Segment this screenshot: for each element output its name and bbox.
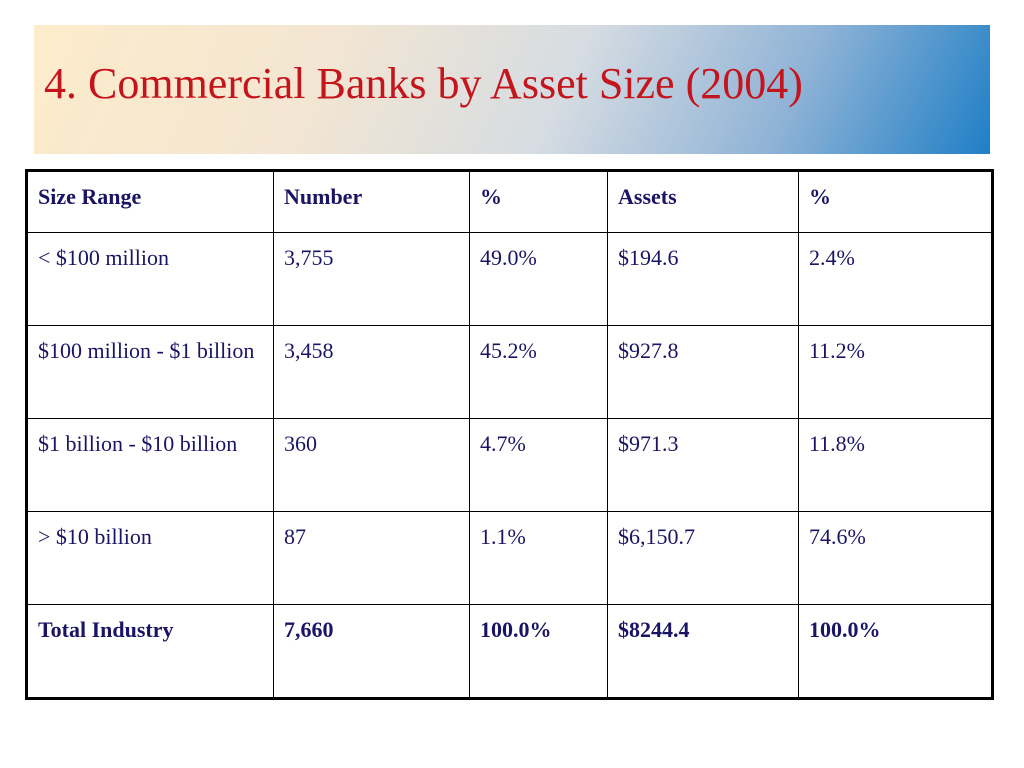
cell-number: 87: [274, 512, 470, 605]
cell-size-range: $100 million - $1 billion: [27, 326, 274, 419]
table-row: [27, 419, 993, 512]
header-number-percent: %: [470, 171, 608, 233]
cell-number-percent: 1.1%: [470, 512, 608, 605]
cell-size-range: < $100 million: [27, 233, 274, 326]
cell-assets: $6,150.7: [608, 512, 799, 605]
table-total-row: [27, 605, 993, 699]
table-row: [27, 326, 993, 419]
cell-number: 3,755: [274, 233, 470, 326]
cell-assets: $8244.4: [608, 605, 799, 699]
header-size-range: Size Range: [27, 171, 274, 233]
cell-size-range: Total Industry: [27, 605, 274, 699]
bank-asset-size-table: [25, 169, 994, 700]
cell-size-range: > $10 billion: [27, 512, 274, 605]
cell-assets-percent: 11.2%: [799, 326, 993, 419]
cell-assets-percent: 100.0%: [799, 605, 993, 699]
cell-number-percent: 45.2%: [470, 326, 608, 419]
cell-number: 3,458: [274, 326, 470, 419]
header-assets-percent: %: [799, 171, 993, 233]
cell-number-percent: 100.0%: [470, 605, 608, 699]
slide-title: 4. Commercial Banks by Asset Size (2004): [44, 59, 803, 108]
cell-number: 360: [274, 419, 470, 512]
cell-assets: $927.8: [608, 326, 799, 419]
cell-number-percent: 4.7%: [470, 419, 608, 512]
table-row: [27, 233, 993, 326]
table-header-row: [27, 171, 993, 233]
cell-assets-percent: 11.8%: [799, 419, 993, 512]
cell-assets: $194.6: [608, 233, 799, 326]
cell-number-percent: 49.0%: [470, 233, 608, 326]
cell-assets-percent: 2.4%: [799, 233, 993, 326]
header-assets: Assets: [608, 171, 799, 233]
cell-assets: $971.3: [608, 419, 799, 512]
cell-assets-percent: 74.6%: [799, 512, 993, 605]
cell-number: 7,660: [274, 605, 470, 699]
header-number: Number: [274, 171, 470, 233]
cell-size-range: $1 billion - $10 billion: [27, 419, 274, 512]
table-row: [27, 512, 993, 605]
